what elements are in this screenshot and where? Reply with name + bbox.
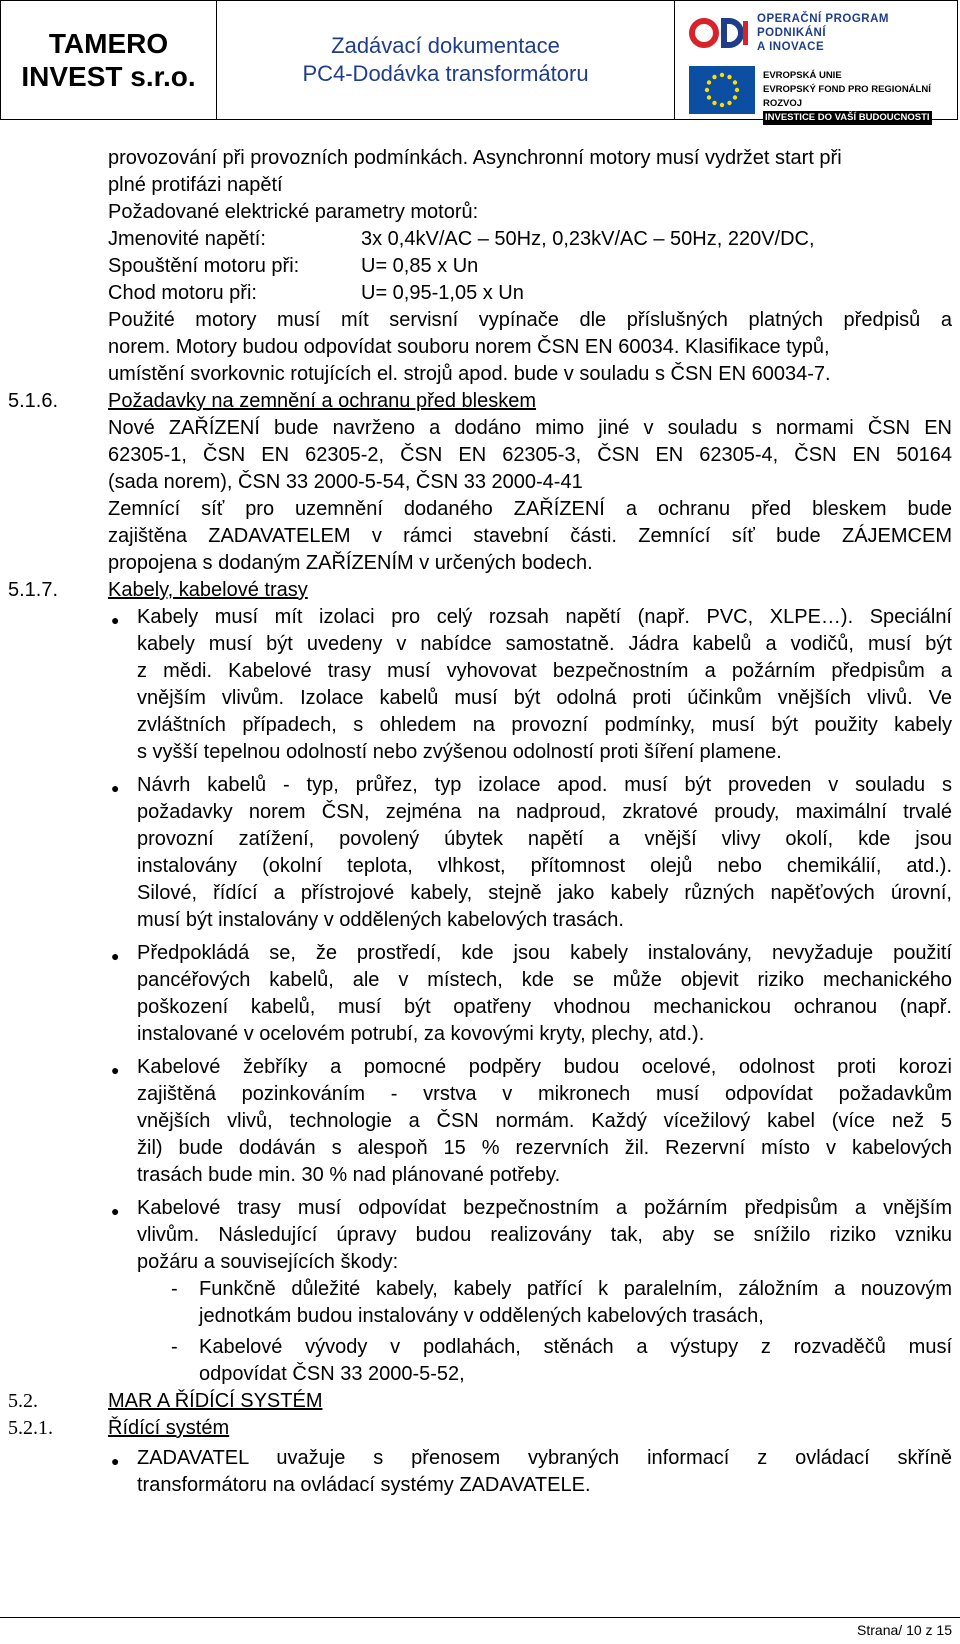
document-title <box>217 1 675 119</box>
eu-logo <box>685 63 960 123</box>
b3-line1: Předpokládá se, že prostředí, kde jsou kabely instalovány, nevyžaduje použití <box>137 942 952 964</box>
b2-line4: instalovány (okolní teplota, vlhkost, přítomnost olejů nebo chemikálií, atd.). <box>137 855 952 877</box>
b1-line1: Kabely musí mít izolaci pro celý rozsah napětí (např. PVC, XLPE…). Speciální <box>137 606 952 628</box>
param-start-label: Spouštění motoru při: <box>108 255 300 277</box>
eu-star-icon <box>733 80 737 84</box>
doc-title-line2: PC4-Dodávka transformátoru <box>302 61 589 86</box>
eu-line3: INVESTICE DO VAŠÍ BUDOUCNOSTI <box>765 112 930 123</box>
s516-line3: (sada norem), ČSN 33 2000-5-54, ČSN 33 2000-4-41 <box>108 471 583 493</box>
page-header <box>0 0 958 123</box>
param-start-value: U= 0,85 x Un <box>361 255 479 277</box>
motors-line1: Použité motory musí mít servisní vypínače dle příslušných platných předpisů a <box>108 309 952 331</box>
b4-line3: vnějších vlivů, technologie a ČSN normám. Každý vícežilový kabel (více než 5 <box>137 1110 952 1132</box>
b1-line6: s vyšší tepelnou odolností nebo zvýšenou odolností proti šíření plamene. <box>137 741 782 763</box>
b4-line4: žil) bude dodáván s alespoň 15 % rezervních žil. Rezervní místo v kabelových <box>137 1137 952 1159</box>
op-line3: A INOVACE <box>757 41 825 53</box>
op-pik-mark-icon <box>689 13 749 53</box>
bullet-icon: ● <box>111 948 120 964</box>
d2-line2: odpovídat ČSN 33 2000-5-52, <box>199 1363 465 1385</box>
s516-line4: Zemnící síť pro uzemnění dodaného ZAŘÍZENÍ a ochranu před bleskem bude <box>108 498 952 520</box>
b1-line2: kabely musí být uvedeny v nabídce samostatně. Jádra kabelů a vodičů, musí být <box>137 633 952 655</box>
page-number: Strana/ 10 z 15 <box>857 1622 952 1638</box>
section-title-5-2: MAR A ŘÍDÍCÍ SYSTÉM <box>108 1390 323 1412</box>
eu-star-icon <box>712 101 716 105</box>
bullet-icon: ● <box>111 1203 120 1219</box>
s516-line1: Nové ZAŘÍZENÍ bude navrženo a dodáno mimo jiné v souladu s normami ČSN EN <box>108 417 952 439</box>
logos-area <box>675 1 957 123</box>
company-line1: TAMERO <box>48 28 169 59</box>
d1-line1: Funkčně důležité kabely, kabely patřící k paralelním, záložním a nouzovým <box>199 1278 952 1300</box>
b6-line2: transformátoru na ovládací systémy ZADAVATELE. <box>137 1474 591 1496</box>
intro-line2: plné protifázi napětí <box>108 174 283 196</box>
section-title-5-2-1: Řídící systém <box>108 1417 230 1439</box>
s516-line6: propojena s dodaným ZAŘÍZENÍM v určených bodech. <box>108 552 593 574</box>
bullet-icon: ● <box>111 1062 120 1078</box>
b3-line3: poškození kabelů, musí být opatřeny vhodnou mechanickou ochranou (např. <box>137 996 952 1018</box>
section-title-5-1-6: Požadavky na zemnění a ochranu před bleskem <box>108 390 537 412</box>
footer-rule <box>0 1617 960 1618</box>
company-line2: INVEST s.r.o. <box>21 61 196 92</box>
d2-line1: Kabelové vývody v podlahách, stěnách a výstupy z rozvaděčů musí <box>199 1336 952 1358</box>
b2-line2: požadavky norem ČSN, zejména na nadproud, zkratové proudy, maximální trvalé <box>137 801 952 823</box>
b3-line4: instalované v ocelovém potrubí, za kovovými kryty, plechy, atd.). <box>137 1023 705 1045</box>
bullet-icon: ● <box>111 612 120 628</box>
b1-line4: vnějším vlivům. Izolace kabelů musí být odolná proti účinkům vnějších vlivů. Ve <box>137 687 952 709</box>
dash-marker: - <box>171 1336 178 1358</box>
eu-star-icon <box>720 73 724 77</box>
params-title: Požadované elektrické parametry motorů: <box>108 201 479 223</box>
b2-line5: Silové, řídící a přístrojové kabely, stejně jako kabely různých napěťových úrovní, <box>137 882 952 904</box>
b4-line1: Kabelové žebříky a pomocné podpěry budou ocelové, odolnost proti korozi <box>137 1056 952 1078</box>
bullet-icon: ● <box>111 780 120 796</box>
motors-line2: norem. Motory budou odpovídat souboru norem ČSN EN 60034. Klasifikace typů, <box>108 336 830 358</box>
company-name <box>1 1 217 119</box>
section-number-5-1-6: 5.1.6. <box>8 390 59 412</box>
s516-line2: 62305-1, ČSN EN 62305-2, ČSN EN 62305-3, ČSN EN 62305-4, ČSN EN 50164 <box>108 444 952 466</box>
b2-line3: provozní zatížení, povolený úbytek napětí a vnější vlivy okolí, kde jsou <box>137 828 952 850</box>
eu-flag-icon <box>689 66 755 114</box>
intro-line1: provozování při provozních podmínkách. Asynchronní motory musí vydržet start při <box>108 147 842 169</box>
eu-star-icon <box>733 95 737 99</box>
param-run-value: U= 0,95-1,05 x Un <box>361 282 524 304</box>
eu-star-icon <box>707 95 711 99</box>
doc-title-line1: Zadávací dokumentace <box>331 33 560 58</box>
op-pik-logo <box>685 7 955 57</box>
b2-line1: Návrh kabelů - typ, průřez, typ izolace apod. musí být proveden v souladu s <box>137 774 952 796</box>
op-line2: PODNIKÁNÍ <box>757 27 827 39</box>
dash-marker: - <box>171 1278 178 1300</box>
section-number-5-2: 5.2. <box>8 1390 38 1412</box>
b5-line2: vlivům. Následující úpravy budou realizovány tak, aby se snížilo riziko vzniku <box>137 1224 952 1246</box>
bullet-icon: ● <box>111 1453 120 1469</box>
param-run-label: Chod motoru při: <box>108 282 257 304</box>
b2-line6: musí být instalovány v oddělených kabelových trasách. <box>137 909 624 931</box>
b3-line2: pancéřových kabelů, ale v místech, kde se může objevit riziko mechanického <box>137 969 952 991</box>
d1-line2: jednotkám budou instalovány v oddělených kabelových trasách, <box>199 1305 764 1327</box>
b1-line3: z mědi. Kabelové trasy musí vyhovovat bezpečnostním a požárním předpisům a <box>137 660 952 682</box>
section-title-5-1-7: Kabely, kabelové trasy <box>108 579 308 601</box>
b6-line1: ZADAVATEL uvažuje s přenosem vybraných informací z ovládací skříně <box>137 1447 952 1469</box>
eu-text <box>763 69 960 125</box>
param-voltage-label: Jmenovité napětí: <box>108 228 266 250</box>
section-number-5-1-7: 5.1.7. <box>8 579 59 601</box>
eu-star-icon <box>727 101 731 105</box>
b4-line5: trasách bude min. 30 % nad plánované potřeby. <box>137 1164 561 1186</box>
op-line1: OPERAČNÍ PROGRAM <box>757 13 889 25</box>
b5-line3: požáru a souvisejících škody: <box>137 1251 399 1273</box>
eu-line1: EVROPSKÁ UNIE <box>763 70 842 81</box>
eu-line2: EVROPSKÝ FOND PRO REGIONÁLNÍ ROZVOJ <box>763 84 931 109</box>
eu-star-icon <box>707 80 711 84</box>
op-pik-text <box>757 12 889 54</box>
b4-line2: zajištěná pozinkováním - vrstva v mikronech musí odpovídat požadavkům <box>137 1083 952 1105</box>
eu-star-icon <box>727 75 731 79</box>
param-voltage-value: 3x 0,4kV/AC – 50Hz, 0,23kV/AC – 50Hz, 220V/DC, <box>361 228 815 250</box>
eu-star-icon <box>735 88 739 92</box>
eu-star-icon <box>712 75 716 79</box>
section-number-5-2-1: 5.2.1. <box>8 1417 53 1439</box>
motors-line3: umístění svorkovnic rotujících el. strojů apod. bude v souladu s ČSN EN 60034-7. <box>108 363 831 385</box>
b5-line1: Kabelové trasy musí odpovídat bezpečnostním a požárním předpisům a vnějším <box>137 1197 952 1219</box>
eu-star-icon <box>705 88 709 92</box>
s516-line5: zajištěna ZADAVATELEM v rámci stavební části. Zemnící síť bude ZÁJEMCEM <box>108 525 952 547</box>
b1-line5: zvláštních případech, s ohledem na provozní podmínky, musí být použity kabely <box>137 714 952 736</box>
eu-star-icon <box>720 103 724 107</box>
